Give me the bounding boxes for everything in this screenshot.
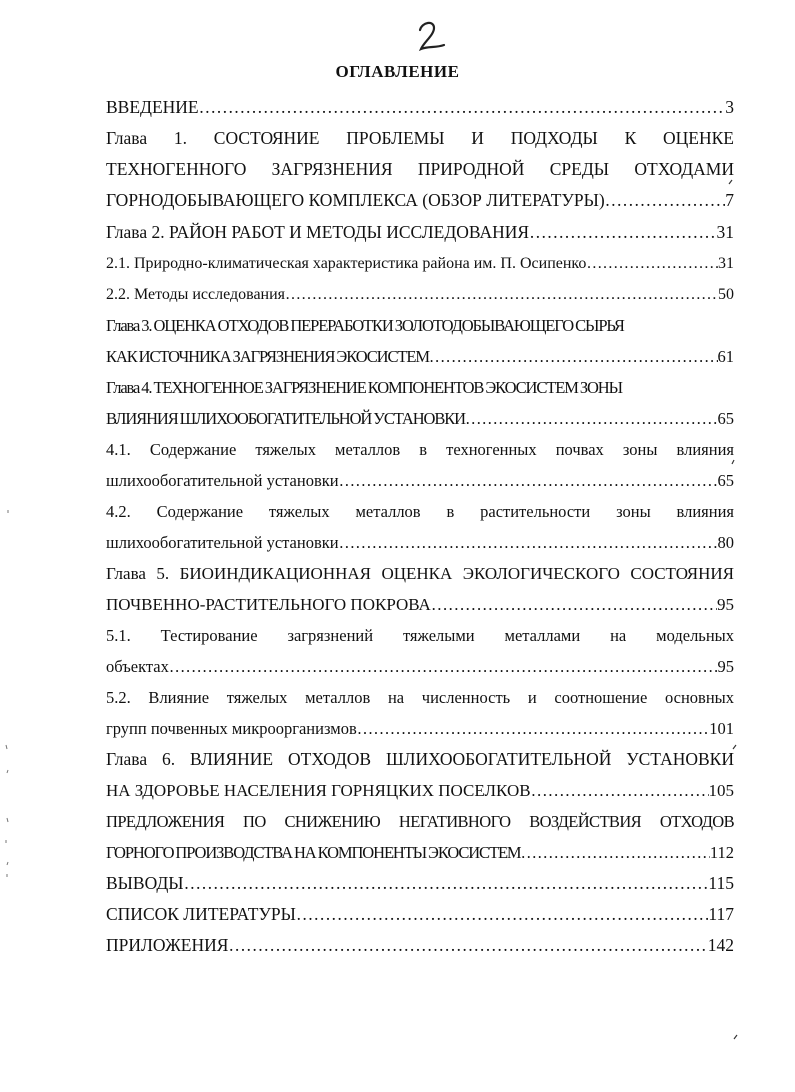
dot-leader	[529, 216, 716, 248]
dot-leader	[228, 930, 707, 961]
toc-entry-title-line: ТЕХНОГЕННОГО ЗАГРЯЗНЕНИЯ ПРИРОДНОЙ СРЕДЫ ОТХОДАМИ	[106, 159, 734, 179]
toc-entry-chapter-3	[106, 310, 734, 372]
toc-page-number: 142	[707, 935, 734, 955]
toc-entry-title: 2.2. Методы исследования	[106, 286, 286, 303]
toc-entry-title: ВВЕДЕНИЕ	[106, 97, 199, 117]
toc-entry-chapter-5	[106, 558, 734, 620]
toc-entry-last-line	[106, 185, 734, 216]
toc-entry-last-line	[106, 403, 734, 434]
dot-leader	[339, 527, 718, 558]
toc-entry-section-2-2	[106, 279, 734, 310]
toc-page-number: 31	[718, 255, 734, 272]
dot-leader	[431, 589, 717, 620]
toc-entry-title: 2.1. Природно-климатическая характеристика района им. П. Осипенко	[106, 255, 587, 272]
toc-page-number: 95	[717, 595, 734, 614]
toc-page-number: 65	[717, 409, 734, 428]
toc-entry-introduction	[106, 92, 734, 123]
toc-entry-title-line: ГОРНОДОБЫВАЮЩЕГО КОМПЛЕКСА (ОБЗОР ЛИТЕРАТУРЫ)	[106, 190, 605, 210]
toc-entry-title-line: 4.1. Содержание тяжелых металлов в техногенных почвах зоны влияния	[106, 440, 734, 459]
toc-page-number: 3	[725, 97, 734, 117]
toc-entry-title-line: ПРЕДЛОЖЕНИЯ ПО СНИЖЕНИЮ НЕГАТИВНОГО ВОЗДЕЙСТВИЯ ОТХОДОВ	[106, 812, 734, 831]
toc-entry-chapter-6	[106, 744, 734, 806]
dot-leader	[521, 837, 710, 868]
toc-entry-chapter-2	[106, 216, 734, 248]
toc-entry-section-5-1	[106, 620, 734, 682]
dot-leader	[169, 651, 718, 682]
toc-entry-chapter-4	[106, 372, 734, 434]
dot-leader	[465, 403, 718, 434]
handwritten-page-number	[412, 18, 452, 54]
table-of-contents	[106, 92, 734, 961]
toc-entry-title: СПИСОК ЛИТЕРАТУРЫ	[106, 904, 296, 924]
toc-entry-last-line	[106, 341, 734, 372]
dot-leader	[586, 248, 718, 279]
toc-entry-title-line: 5.2. Влияние тяжелых металлов на численность и соотношение основных	[106, 688, 734, 707]
document-title: ОГЛАВЛЕНИЕ	[335, 62, 460, 81]
toc-entry-last-line	[106, 465, 734, 496]
toc-entry-title-line: 4.2. Содержание тяжелых металлов в растительности зоны влияния	[106, 502, 734, 521]
toc-entry-title-line: Глава 4. ТЕХНОГЕННОЕ ЗАГРЯЗНЕНИЕ КОМПОНЕНТОВ ЭКОСИСТЕМ ЗОНЫ	[106, 378, 622, 397]
toc-entry-last-line	[106, 775, 734, 806]
dot-leader	[199, 92, 726, 123]
toc-entry-title-line: КАК ИСТОЧНИКА ЗАГРЯЗНЕНИЯ ЭКОСИСТЕМ	[106, 347, 429, 366]
dot-leader	[357, 713, 710, 744]
toc-entry-title-line: шлихообогатительной установки	[106, 533, 339, 552]
toc-entry-title-line: объектах	[106, 657, 169, 676]
toc-entry-last-line	[106, 837, 734, 868]
toc-page-number: 7	[725, 190, 734, 210]
toc-entry-section-4-2	[106, 496, 734, 558]
toc-entry-title-line: ВЛИЯНИЯ ШЛИХООБОГАТИТЕЛЬНОЙ УСТАНОВКИ	[106, 409, 465, 428]
toc-entry-title-line: Глава 3. ОЦЕНКА ОТХОДОВ ПЕРЕРАБОТКИ ЗОЛОТОДОБЫВАЮЩЕГО СЫРЬЯ	[106, 316, 624, 335]
toc-entry-title-line: ГОРНОГО ПРОИЗВОДСТВА НА КОМПОНЕНТЫ ЭКОСИСТЕМ	[106, 843, 521, 862]
dot-leader	[531, 775, 709, 806]
toc-page-number: 31	[716, 222, 734, 242]
dot-leader	[605, 185, 726, 216]
toc-entry-title: ПРИЛОЖЕНИЯ	[106, 935, 229, 955]
toc-entry-references	[106, 899, 734, 930]
toc-entry-last-line	[106, 527, 734, 558]
toc-entry-title-line: Глава 1. СОСТОЯНИЕ ПРОБЛЕМЫ И ПОДХОДЫ К ОЦЕНКЕ	[106, 128, 734, 148]
toc-entry-title-line: групп почвенных микроорганизмов	[106, 719, 357, 738]
toc-entry-last-line	[106, 713, 734, 744]
toc-entry-section-2-1	[106, 248, 734, 279]
toc-entry-title-line: Глава 5. БИОИНДИКАЦИОННАЯ ОЦЕНКА ЭКОЛОГИЧЕСКОГО СОСТОЯНИЯ	[106, 564, 734, 583]
toc-entry-title-line: шлихообогатительной установки	[106, 471, 339, 490]
toc-entry-title-line: НА ЗДОРОВЬЕ НАСЕЛЕНИЯ ГОРНЯЦКИХ ПОСЕЛКОВ	[106, 781, 531, 800]
toc-page-number: 117	[708, 904, 734, 924]
toc-entry-section-5-2	[106, 682, 734, 744]
toc-entry-last-line	[106, 651, 734, 682]
toc-page-number: 115	[708, 873, 734, 893]
toc-page-number: 61	[717, 347, 734, 366]
toc-entry-title-line: ПОЧВЕННО-РАСТИТЕЛЬНОГО ПОКРОВА	[106, 595, 431, 614]
dot-leader	[285, 279, 718, 310]
toc-entry-section-4-1	[106, 434, 734, 496]
toc-entry-chapter-1	[106, 123, 734, 216]
toc-page-number: 105	[708, 781, 734, 800]
toc-page-number: 101	[709, 719, 734, 738]
toc-page-number: 112	[709, 843, 734, 862]
toc-entry-conclusions	[106, 868, 734, 899]
toc-entry-appendices	[106, 930, 734, 961]
toc-page-number: 50	[718, 286, 734, 303]
toc-entry-proposals	[106, 806, 734, 868]
dot-leader	[296, 899, 709, 930]
dot-leader	[429, 341, 718, 372]
toc-page-number: 80	[717, 533, 734, 552]
dot-leader	[339, 465, 718, 496]
toc-entry-title-line: 5.1. Тестирование загрязнений тяжелыми металлами на модельных	[106, 626, 734, 645]
toc-page-number: 65	[717, 471, 734, 490]
toc-entry-title-line: Глава 6. ВЛИЯНИЕ ОТХОДОВ ШЛИХООБОГАТИТЕЛЬНОЙ УСТАНОВКИ	[106, 749, 734, 769]
toc-entry-last-line	[106, 589, 734, 620]
toc-page-number: 95	[717, 657, 734, 676]
toc-entry-title: Глава 2. РАЙОН РАБОТ И МЕТОДЫ ИССЛЕДОВАНИЯ	[106, 222, 530, 242]
toc-entry-title: ВЫВОДЫ	[106, 873, 184, 893]
dot-leader	[184, 868, 709, 899]
